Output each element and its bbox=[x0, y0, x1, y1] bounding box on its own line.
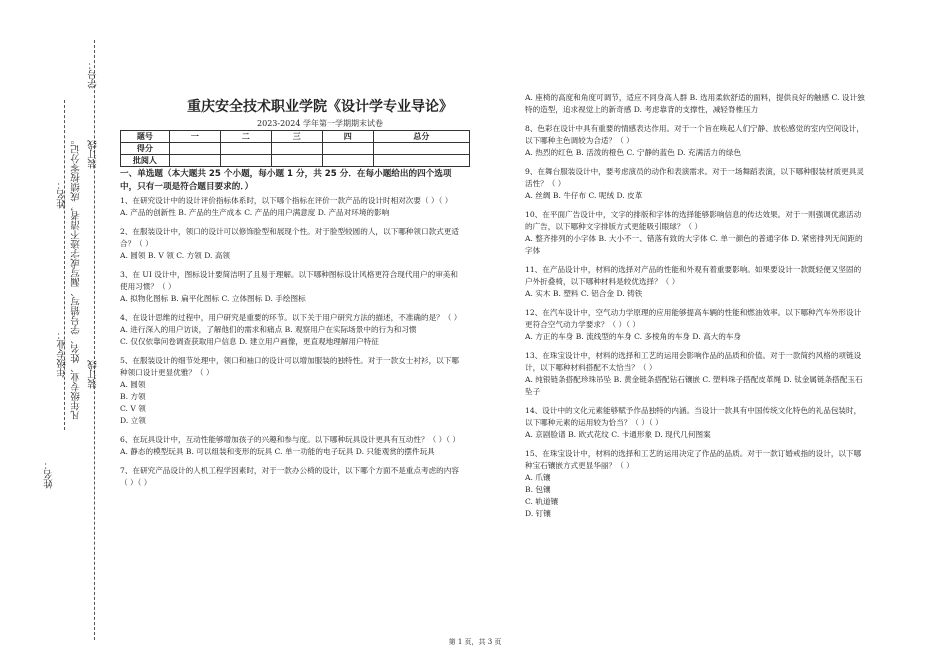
question-block bbox=[525, 209, 867, 257]
score-header-cell: 三 bbox=[271, 131, 322, 143]
question-block bbox=[120, 226, 462, 262]
score-header-cell: 总分 bbox=[373, 131, 469, 143]
question-options: B. 包镶 bbox=[525, 485, 551, 494]
score-cell bbox=[220, 143, 271, 155]
score-row-label: 得分 bbox=[121, 143, 170, 155]
question-stem: 15、在珠宝设计中，材料的选择和工艺的运用决定了作品的品质。对于一款订婚戒指的设计，以下哪种宝石镶嵌方式更显华丽？（ ） bbox=[525, 449, 862, 470]
question-stem: 7、在研究产品设计的人机工程学因素时，对于一款办公椅的设计，以下哪个方面不是重点考虑的内容（ ）（ ） bbox=[120, 466, 459, 487]
grader-cell bbox=[322, 155, 373, 167]
question-options: A. 方正的车身 B. 流线型的车身 C. 多棱角的车身 D. 高大的车身 bbox=[525, 332, 742, 341]
question-options: A. 座椅的高度和角度可调节，适应不同身高人群 B. 选用柔软舒适的面料，提供良好的触感 C. 设计独特的造型，追求视觉上的新奇感 D. 考虑靠背的支撑性，减轻脊椎压力 bbox=[525, 93, 865, 114]
student-no-label: 学号： bbox=[88, 60, 99, 89]
exam-title: 重庆安全技术职业学院《设计学专业导论》 bbox=[187, 99, 453, 115]
question-options: A. 纯银链条搭配珍珠吊坠 B. 黄金链条搭配钻石镶嵌 C. 塑料珠子搭配皮革绳 D. 钛金属链条搭配玉石坠子 bbox=[525, 375, 863, 396]
question-block bbox=[120, 355, 462, 427]
question-options: A. 产品的创新性 B. 产品的生产成本 C. 产品的用户满意度 D. 产品对环境的影响 bbox=[120, 208, 390, 217]
score-table-header-row bbox=[121, 131, 470, 143]
right-question-list bbox=[525, 92, 867, 520]
question-options: A. 进行深入的用户访谈，了解他们的需求和痛点 B. 观察用户在实际场景中的行为和习惯 bbox=[120, 325, 417, 334]
score-header-cell: 题号 bbox=[121, 131, 170, 143]
question-stem: 1、在研究设计中的设计评价指标体系时，以下哪个指标在评价一款产品的设计时相对次要（ ）（ ） bbox=[120, 196, 453, 205]
score-header-cell: 二 bbox=[220, 131, 271, 143]
question-block bbox=[525, 405, 867, 441]
question-options: C. V 领 bbox=[120, 404, 146, 413]
question-block bbox=[120, 269, 462, 305]
right-column bbox=[525, 92, 867, 527]
question-options: A. 整齐排列的小字体 B. 大小不一、错落有致的大字体 C. 单一颜色的普通字体 D. 紧密排列无间距的字体 bbox=[525, 234, 863, 255]
question-stem: 13、在珠宝设计中，材料的选择和工艺的运用会影响作品的品质和价值。对于一款简约风格的项链设计，以下哪种材料搭配不太恰当？（ ） bbox=[525, 351, 862, 372]
question-stem: 6、在玩具设计中，互动性能够增加孩子的兴趣和参与度。以下哪种玩具设计更具有互动性？（ ）（ ） bbox=[120, 435, 460, 444]
question-stem: 3、在 UI 设计中，图标设计要简洁明了且易于理解。以下哪种图标设计风格更符合现代用户的审美和使用习惯？（ ） bbox=[120, 270, 458, 291]
binding-dashed-line bbox=[94, 40, 95, 640]
question-block bbox=[525, 92, 867, 116]
question-block bbox=[525, 307, 867, 343]
score-table bbox=[120, 130, 470, 167]
question-block bbox=[120, 465, 462, 489]
question-options: A. 爪镶 bbox=[525, 473, 551, 482]
grader-cell bbox=[220, 155, 271, 167]
major-label: 年级专业： bbox=[57, 330, 68, 378]
exam-subtitle: 2023-2024 学年第一学期期末试卷 bbox=[257, 119, 383, 128]
question-options: A. 静态的模型玩具 B. 可以组装和变形的玩具 C. 单一功能的电子玩具 D. 只能观赏的摆件玩具 bbox=[120, 447, 435, 456]
question-options: C. 仅仅依靠问卷调查获取用户信息 D. 建立用户画像，更直观地理解用户特征 bbox=[120, 337, 379, 346]
question-options: A. 京剧脸谱 B. 欧式花纹 C. 卡通形象 D. 现代几何图案 bbox=[525, 430, 711, 439]
tear-line-label-2: 装订线 bbox=[88, 360, 99, 389]
grader-row-label: 批阅人 bbox=[121, 155, 170, 167]
question-options: A. 拟物化图标 B. 扁平化图标 C. 立体图标 D. 手绘图标 bbox=[120, 294, 306, 303]
question-stem: 2、在服装设计中，领口的设计可以修饰脸型和展现个性。对于脸型较圆的人，以下哪种领口款式更适合？（ ） bbox=[120, 227, 459, 248]
name-label-2: 姓名： bbox=[44, 460, 55, 489]
question-options: A. 实木 B. 塑料 C. 铝合金 D. 铸铁 bbox=[525, 289, 643, 298]
question-options: D. 钉镶 bbox=[525, 509, 551, 518]
question-block bbox=[120, 434, 462, 458]
page-footer: 第 1 页，共 3 页 bbox=[448, 638, 502, 646]
question-options: C. 轨道镶 bbox=[525, 497, 559, 506]
instruction-dashed-line bbox=[64, 100, 65, 430]
binding-margin bbox=[0, 0, 110, 672]
question-stem: 10、在平面广告设计中，文字的排版和字体的选择能够影响信息的传达效果。对于一则强调优惠活动的广告，以下哪种文字排版方式更能吸引眼球？（ ） bbox=[525, 210, 862, 231]
question-stem: 4、在设计思维的过程中，用户研究是重要的环节。以下关于用户研究方法的描述，不准确的是？（ ） bbox=[120, 313, 462, 322]
question-block bbox=[525, 264, 867, 300]
left-column bbox=[120, 168, 462, 496]
section-heading: 一、单选题（本大题共 25 个小题，每小题 1 分，共 25 分．在每小题给出的四个选项中，只有一项是符合题目要求的．） bbox=[120, 169, 452, 192]
tear-line-label: 装订线 bbox=[88, 140, 99, 169]
question-options: A. 圆领 B. V 领 C. 方领 D. 高领 bbox=[120, 251, 231, 260]
question-block bbox=[525, 123, 867, 159]
score-cell bbox=[373, 143, 469, 155]
binding-instructions: 凡年级专业、姓名、学号错写、漏写或字迹不清者，成绩按零分记。 bbox=[71, 135, 82, 420]
score-cell bbox=[169, 143, 220, 155]
score-header-cell: 一 bbox=[169, 131, 220, 143]
left-question-list bbox=[120, 195, 462, 489]
question-options: A. 丝绸 B. 牛仔布 C. 呢绒 D. 皮革 bbox=[525, 191, 643, 200]
question-options: A. 热烈的红色 B. 活泼的橙色 C. 宁静的蓝色 D. 充满活力的绿色 bbox=[525, 148, 742, 157]
question-block bbox=[525, 350, 867, 398]
question-block bbox=[120, 312, 462, 348]
question-options: A. 圆领 bbox=[120, 380, 146, 389]
score-cell bbox=[271, 143, 322, 155]
name-label: 姓名： bbox=[57, 180, 68, 209]
question-stem: 14、设计中的文化元素能够赋予作品独特的内涵。当设计一款具有中国传统文化特色的礼品包装时，以下哪种元素的运用较为恰当？（ ）（ ） bbox=[525, 406, 862, 427]
question-stem: 12、在汽车设计中，空气动力学原理的应用能够提高车辆的性能和燃油效率。以下哪种汽车外形设计更符合空气动力学要求？（ ）（ ） bbox=[525, 308, 862, 329]
question-block bbox=[525, 166, 867, 202]
grader-cell bbox=[169, 155, 220, 167]
grader-cell bbox=[271, 155, 322, 167]
question-options: B. 方领 bbox=[120, 392, 146, 401]
score-header-cell: 四 bbox=[322, 131, 373, 143]
question-stem: 9、在舞台服装设计中，要考虑演员的动作和表演需求。对于一场舞蹈表演，以下哪种服装材质更具灵活性？（ ） bbox=[525, 167, 864, 188]
score-row bbox=[121, 143, 470, 155]
question-options: D. 立领 bbox=[120, 416, 146, 425]
question-stem: 8、色彩在设计中具有重要的情感表达作用。对于一个旨在唤起人们宁静、放松感觉的室内空间设计，以下哪种主色调较为合适？（ ） bbox=[525, 124, 864, 145]
grader-cell bbox=[373, 155, 469, 167]
question-stem: 5、在服装设计的细节处理中，领口和袖口的设计可以增加服装的独特性。对于一款女士衬衫，以下哪种领口设计更显优雅？（ ） bbox=[120, 356, 459, 377]
score-cell bbox=[322, 143, 373, 155]
grader-row bbox=[121, 155, 470, 167]
question-block bbox=[525, 448, 867, 520]
question-stem: 11、在产品设计中，材料的选择对产品的性能和外观有着重要影响。如果要设计一款既轻便又坚固的户外折叠椅，以下哪种材料是较优选择？（ ） bbox=[525, 265, 862, 286]
question-block bbox=[120, 195, 462, 219]
